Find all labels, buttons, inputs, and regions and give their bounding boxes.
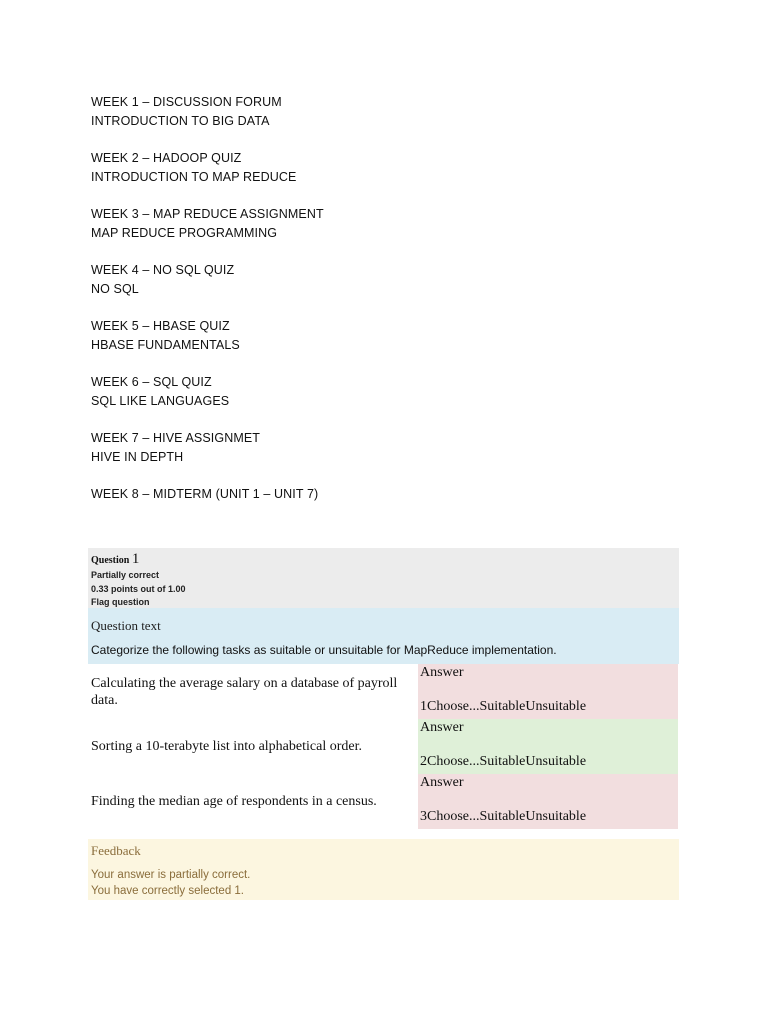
week-title: WEEK 4 – NO SQL QUIZ [91, 263, 235, 277]
week-topic: SQL LIKE LANGUAGES [91, 394, 230, 408]
feedback-text: Your answer is partially correct. [91, 869, 251, 881]
week-8 [91, 485, 691, 504]
answer-cell-correct [418, 719, 678, 774]
question-text-panel [88, 608, 679, 664]
task-text: Sorting a 10-terabyte list into alphabetical order. [91, 739, 362, 754]
week-title: WEEK 3 – MAP REDUCE ASSIGNMENT [91, 207, 324, 221]
week-5 [91, 317, 691, 355]
answer-select[interactable]: 2Choose...SuitableUnsuitable [420, 754, 587, 769]
question-number: 1 [131, 551, 140, 567]
week-topic: HBASE FUNDAMENTALS [91, 338, 240, 352]
table-row [88, 774, 679, 829]
week-7 [91, 429, 691, 467]
week-schedule [91, 93, 691, 522]
answer-select[interactable]: 3Choose...SuitableUnsuitable [420, 809, 587, 824]
week-title: WEEK 7 – HIVE ASSIGNMET [91, 431, 261, 445]
task-text: Finding the median age of respondents in a census. [91, 794, 377, 809]
question-title [91, 551, 676, 569]
week-title: WEEK 2 – HADOOP QUIZ [91, 151, 242, 165]
feedback-label: Feedback [91, 843, 141, 858]
week-topic: INTRODUCTION TO MAP REDUCE [91, 170, 297, 184]
answer-table [88, 664, 679, 829]
task-text: Calculating the average salary on a database of payroll data. [91, 675, 398, 708]
question-text-label: Question text [91, 618, 161, 633]
answer-cell-incorrect [418, 774, 678, 829]
week-title: WEEK 5 – HBASE QUIZ [91, 319, 230, 333]
answer-cell-incorrect [418, 664, 678, 719]
week-topic: HIVE IN DEPTH [91, 450, 184, 464]
week-topic: MAP REDUCE PROGRAMMING [91, 226, 278, 240]
week-title: WEEK 6 – SQL QUIZ [91, 375, 212, 389]
week-2 [91, 149, 691, 187]
answer-label: Answer [420, 775, 464, 790]
question-points: 0.33 points out of 1.00 [91, 583, 186, 594]
week-3 [91, 205, 691, 243]
quiz-question-block [88, 548, 679, 900]
week-title: WEEK 1 – DISCUSSION FORUM [91, 95, 282, 109]
week-1 [91, 93, 691, 131]
feedback-panel [88, 839, 679, 900]
answer-label: Answer [420, 665, 464, 680]
week-4 [91, 261, 691, 299]
week-6 [91, 373, 691, 411]
question-header [88, 548, 679, 608]
table-row [88, 664, 679, 719]
table-row [88, 719, 679, 774]
answer-select[interactable]: 1Choose...SuitableUnsuitable [420, 699, 587, 714]
week-topic: INTRODUCTION TO BIG DATA [91, 114, 270, 128]
question-state: Partially correct [91, 570, 160, 580]
answer-label: Answer [420, 720, 464, 735]
week-topic: NO SQL [91, 282, 139, 296]
flag-question-link[interactable]: Flag question [91, 597, 150, 607]
feedback-detail: You have correctly selected 1. [91, 885, 244, 897]
question-label: Question [91, 555, 130, 566]
question-text: Categorize the following tasks as suitable or unsuitable for MapReduce implementation. [91, 643, 557, 657]
week-title: WEEK 8 – MIDTERM (UNIT 1 – UNIT 7) [91, 487, 319, 501]
